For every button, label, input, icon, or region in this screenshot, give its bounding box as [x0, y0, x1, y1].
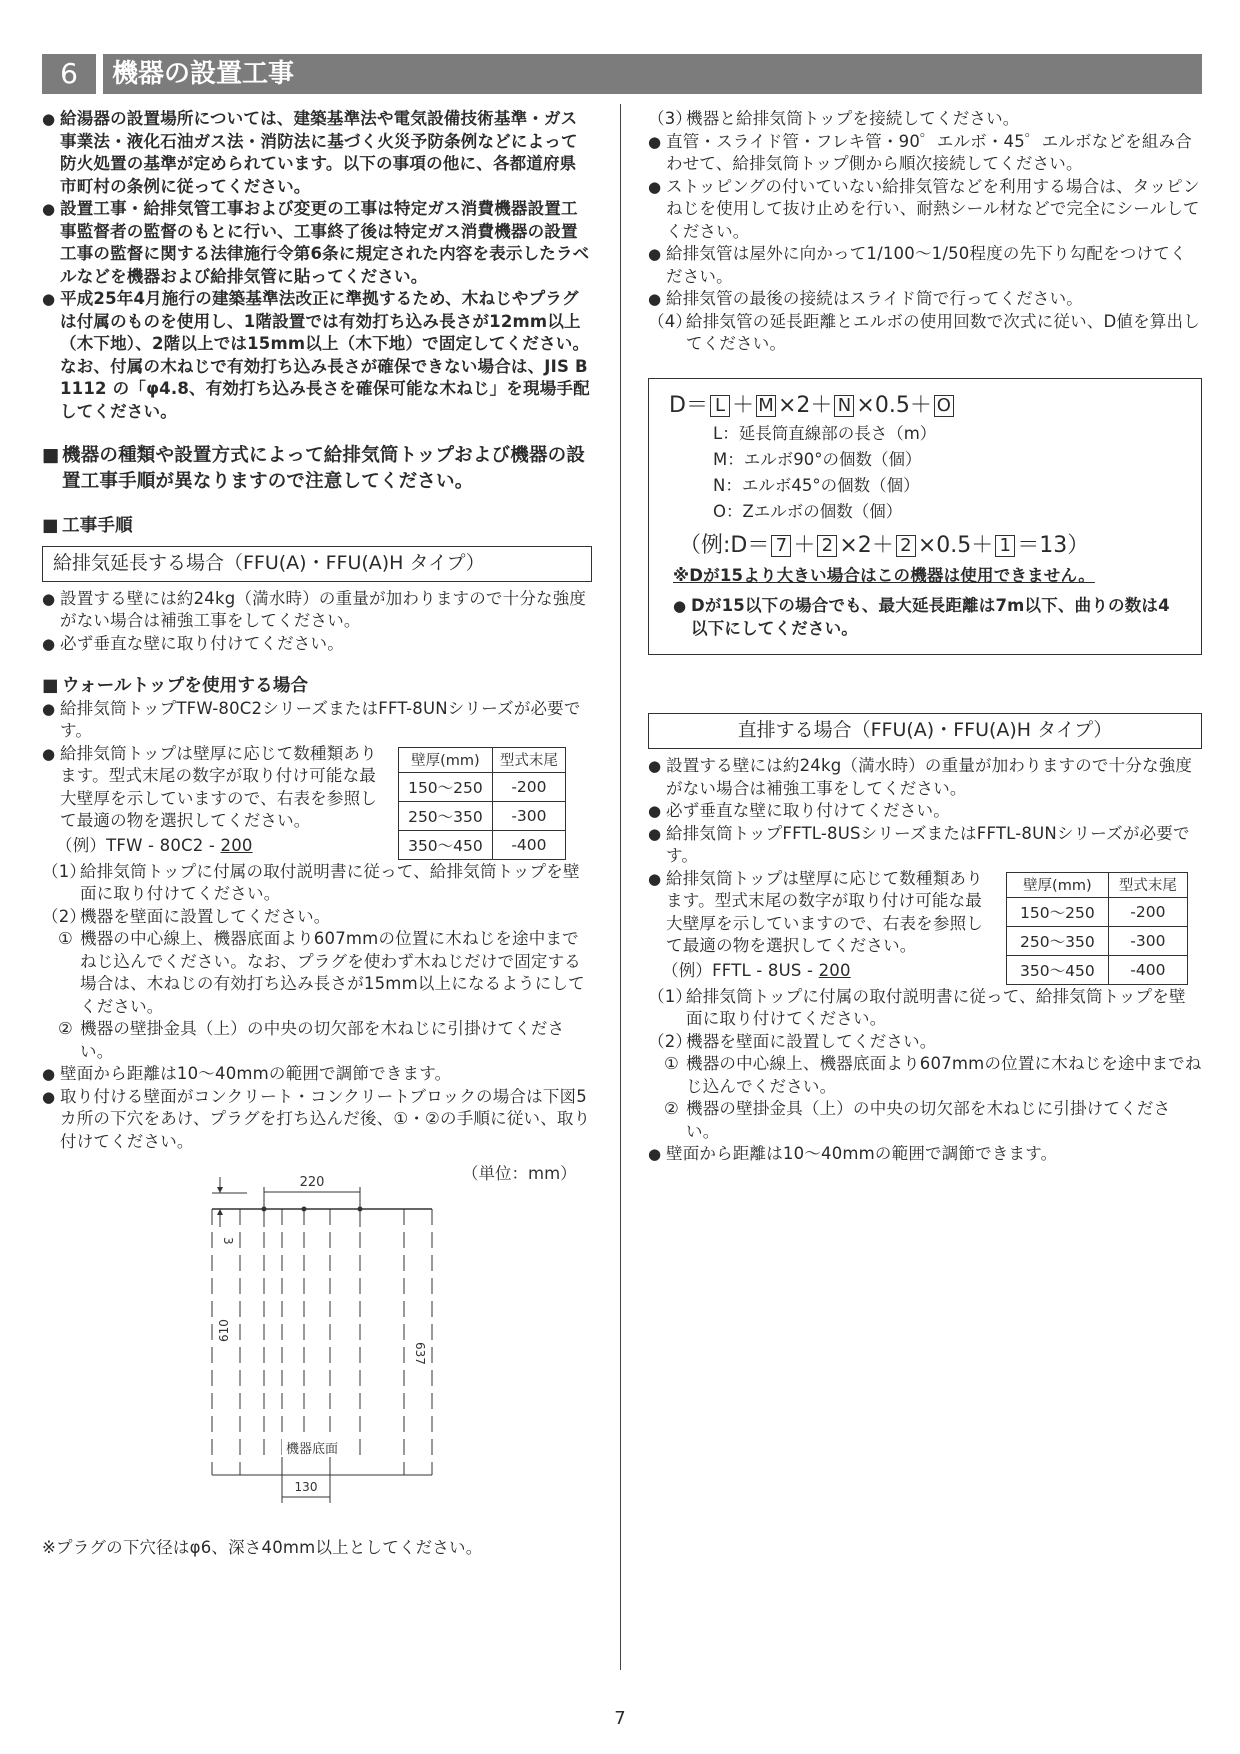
- formula-example: （例:D＝ 7 ＋ 2 ×2＋ 2 ×0.5＋ 1 ＝13）: [679, 532, 1090, 558]
- direct-final-bullet: ● 壁面から距離は10～40mmの範囲で調節できます。: [648, 1143, 1202, 1166]
- direct-substep-2: ② 機器の壁掛金具（上）の中央の切欠部を木ねじに引掛けてください。: [664, 1099, 1171, 1141]
- direct-wall-thickness-table: [1006, 872, 1188, 985]
- substep-1: ① 機器の中心線上、機器底面より607mmの位置に木ねじを途中までねじ込んでください。なお、プラグを使わず木ねじだけで固定する場合は、木ねじの有効打ち込み長さが15mm以上になるようにしてください。: [58, 929, 585, 1016]
- walltop-bullet-1: ● 給排気筒トップTFW-80C2シリーズまたはFFT-8UNシリーズが必要です。: [42, 698, 592, 743]
- right-column: [648, 108, 1202, 1166]
- intro-bullet-1: ● 給湯器の設置場所については、建築基準法や電気設備技術基準・ガス事業法・液化石油ガス法・消防法に基づく火災予防条例などによって防火処置の基準が定められています。以下の事項の他に、各都道府県市町村の条例に従ってください。: [42, 108, 592, 198]
- dim-3: 3: [221, 1237, 235, 1245]
- s3-bullet-3: ● 給排気管は屋外に向かって1/100～1/50程度の先下り勾配をつけてください。: [648, 243, 1202, 288]
- direct-bullet-3: ● 給排気筒トップFFTL-8USシリーズまたはFFTL-8UNシリーズが必要です。: [648, 823, 1202, 868]
- device-bottom-label: 機器底面: [285, 1442, 339, 1457]
- formula-box: [648, 378, 1202, 656]
- dim-bottom: 130: [294, 1480, 318, 1494]
- step-3: （3） 機器と給排気筒トップを接続してください。: [648, 109, 1020, 128]
- direct-bullet-1: ● 設置する壁には約24kg（満水時）の重量が加わりますので十分な強度がない場合は補強工事をしてください。: [648, 755, 1202, 800]
- unit-label: （単位：mm）: [462, 1164, 577, 1183]
- direct-type-box: 直排する場合（FFU(A)・FFU(A)H タイプ）: [648, 713, 1202, 749]
- direct-substep-1: ① 機器の中心線上、機器底面より607mmの位置に木ねじを途中までねじ込んでください。: [664, 1054, 1202, 1096]
- formula-note: ● Dが15以下の場合でも、最大延長距離は7m以下、曲りの数は4以下にしてください。: [673, 595, 1181, 640]
- dim-top: 220: [299, 1175, 325, 1190]
- s3-bullet-2: ● ストッピングの付いていない給排気管などを利用する場合は、タッピンねじを使用して抜け止めを行い、耐熱シール材などで完全にシールしてください。: [648, 176, 1202, 244]
- table-row: 250～350 -300: [399, 801, 566, 830]
- ext-bullet-1: ● 設置する壁には約24kg（満水時）の重量が加わりますので十分な強度がない場合は補強工事をしてください。: [42, 588, 592, 633]
- wall-thickness-table: [398, 747, 566, 860]
- formula-box-l: L: [710, 395, 730, 417]
- formula-def-m: M：エルボ90°の個数（個）: [713, 449, 922, 469]
- table-header: 壁厚(mm): [399, 747, 493, 772]
- intro-bullet-2: ● 設置工事・給排気管工事および変更の工事は特定ガス消費機器設置工事監督者の監督のもとに行い、工事終了後は特定ガス消費機器の設置工事の監督に関する法律施行令第6条に規定された内容を表示したラベルなどを機器および給排気管に貼ってください。: [42, 198, 592, 288]
- procedure-heading: ■ 工事手順: [42, 515, 592, 538]
- table-row: 250～350 -300: [1007, 926, 1188, 955]
- walltop-example: [56, 835, 253, 858]
- step-4: （4） 給排気管の延長距離とエルボの使用回数で次式に従い、D値を算出してください。: [648, 311, 1200, 353]
- column-divider: [620, 104, 621, 1670]
- table-row: 150～250 -200: [1007, 897, 1188, 926]
- section-title: 機器の設置工事: [112, 59, 295, 89]
- ext-bullet-2: ● 必ず垂直な壁に取り付けてください。: [42, 633, 592, 656]
- walltop-heading: ■ ウォールトップを使用する場合: [42, 675, 592, 698]
- example-prefix: （例）TFW - 80C2 -: [56, 835, 221, 855]
- formula-main: D＝ L ＋ M ×2＋ N ×0.5＋ O: [669, 391, 1181, 421]
- formula-box-n: N: [834, 395, 854, 417]
- table-row: 150～250 -200: [399, 772, 566, 801]
- dim-637: 637: [413, 1342, 427, 1365]
- section-header: [42, 54, 1202, 94]
- table-row: 350～450 -400: [1007, 955, 1188, 984]
- intro-bullet-3: ● 平成25年4月施行の建築基準法改正に準拠するため、木ねじやプラグは付属のものを使用し、1階設置では有効打ち込み長さが12mm以上（木下地）、2階以上では15mm以上（木下地）で固定してください。なお、付属の木ねじで有効打ち込み長さが確保できない場合は、JIS B 1112 の「φ4.8、有効打ち込み長さを確保可能な木ねじ」を現場手配してください。: [42, 288, 592, 423]
- extension-type-box: 給排気延長する場合（FFU(A)・FFU(A)H タイプ）: [42, 546, 592, 582]
- left-column: [42, 108, 592, 1560]
- section-number: 6: [60, 57, 78, 90]
- table-header: 型式末尾: [1108, 872, 1187, 897]
- mounting-diagram: [42, 1157, 592, 1537]
- formula-box-m: M: [756, 395, 776, 417]
- step-1: （1） 給排気筒トップに付属の取付説明書に従って、給排気筒トップを壁面に取り付けてください。: [42, 861, 580, 903]
- substep-2: ② 機器の壁掛金具（上）の中央の切欠部を木ねじに引掛けてください。: [58, 1019, 565, 1061]
- example-suffix: 200: [220, 835, 253, 855]
- table-header: 壁厚(mm): [1007, 872, 1109, 897]
- walltop-bullet-2: ● 給排気筒トップは壁厚に応じて数種類あります。型式末尾の数字が取り付け可能な最大壁厚を示していますので、右表を参照して最適の物を選択してください。: [42, 743, 382, 833]
- dim-610: 610: [217, 1319, 231, 1342]
- formula-def-n: N：エルボ45°の個数（個）: [713, 475, 920, 495]
- table-row: 350～450 -400: [399, 830, 566, 859]
- step-2: （2） 機器を壁面に設置してください。: [42, 906, 331, 926]
- formula-box-o: O: [934, 395, 954, 417]
- formula-warning: ※Dが15より大きい場合はこの機器は使用できません。: [673, 565, 1095, 585]
- s3-bullet-1: ● 直管・スライド管・フレキ管・90゜エルボ・45゜エルボなどを組み合わせて、給排気筒トップ側から順次接続してください。: [648, 131, 1202, 176]
- final-bullet-2: ● 取り付ける壁面がコンクリート・コンクリートブロックの場合は下図5カ所の下穴をあけ、プラグを打ち込んだ後、①・②の手順に従い、取り付けてください。: [42, 1086, 592, 1154]
- direct-bullet-4: ● 給排気筒トップは壁厚に応じて数種類あります。型式末尾の数字が取り付け可能な最大壁厚を示していますので、右表を参照して最適の物を選択してください。: [648, 868, 988, 958]
- table-header: 型式末尾: [492, 747, 565, 772]
- final-bullet-1: ● 壁面から距離は10～40mmの範囲で調節できます。: [42, 1063, 592, 1086]
- formula-def-o: O：Zエルボの個数（個）: [713, 501, 903, 521]
- formula-def-l: L：延長筒直線部の長さ（m）: [713, 423, 937, 443]
- header-divider: [96, 54, 103, 94]
- notice: ■ 機器の種類や設置方式によって給排気筒トップおよび機器の設置工事手順が異なりますので注意してください。: [42, 443, 592, 495]
- direct-step-2: （2） 機器を壁面に設置してください。: [648, 1031, 937, 1051]
- direct-step-1: （1） 給排気筒トップに付属の取付説明書に従って、給排気筒トップを壁面に取り付けてください。: [648, 986, 1186, 1028]
- footnote: ※プラグの下穴径はφ6、深さ40mm以上としてください。: [42, 1538, 483, 1557]
- page-number: 7: [614, 1708, 626, 1729]
- direct-example: （例）FFTL - 8US - 200: [662, 960, 851, 980]
- direct-bullet-2: ● 必ず垂直な壁に取り付けてください。: [648, 800, 1202, 823]
- s3-bullet-4: ● 給排気管の最後の接続はスライド筒で行ってください。: [648, 288, 1202, 311]
